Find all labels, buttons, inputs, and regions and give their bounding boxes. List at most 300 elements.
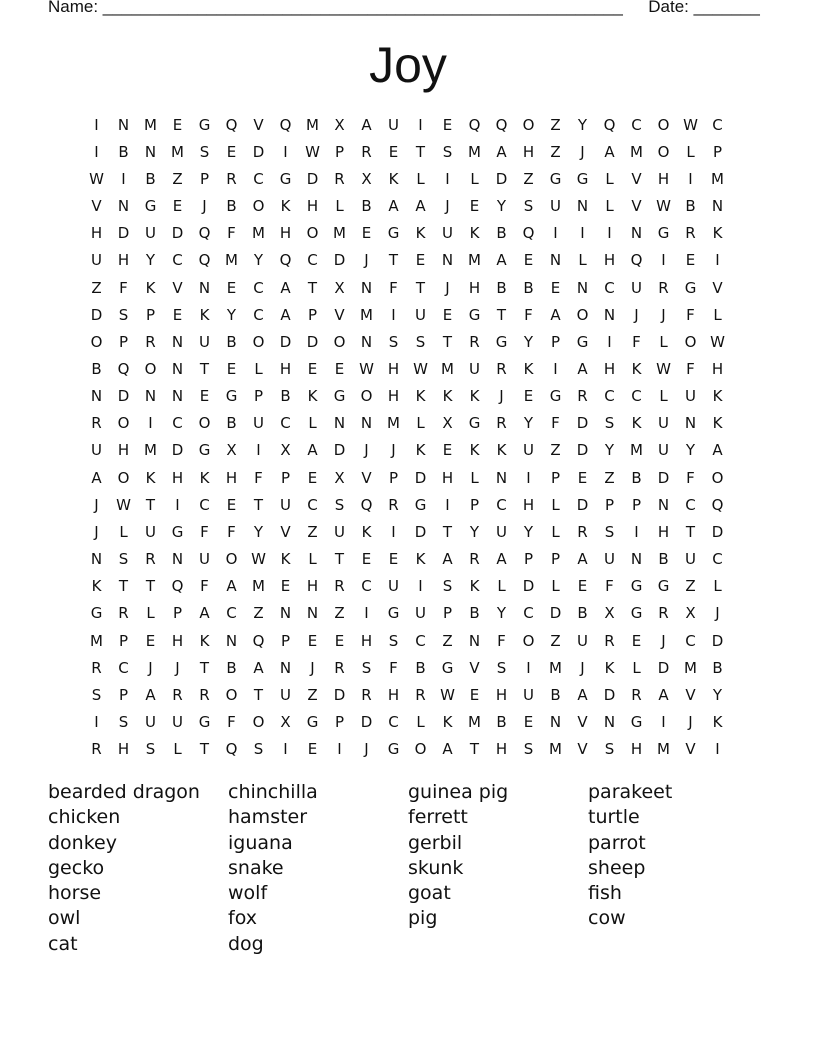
grid-letter: H bbox=[630, 740, 643, 759]
grid-letter: K bbox=[145, 468, 156, 487]
grid-letter: K bbox=[361, 522, 372, 541]
grid-letter: U bbox=[577, 631, 588, 650]
grid-letter: Z bbox=[442, 631, 453, 650]
grid-letter: D bbox=[414, 522, 427, 541]
grid-letter: C bbox=[307, 251, 318, 270]
grid-letter: Z bbox=[685, 577, 696, 596]
grid-letter: J bbox=[445, 278, 450, 297]
grid-letter: J bbox=[94, 495, 99, 514]
grid-letter: D bbox=[252, 142, 265, 161]
grid-letter: U bbox=[253, 414, 264, 433]
grid-letter: A bbox=[226, 577, 237, 596]
grid-letter: S bbox=[604, 522, 615, 541]
grid-letter: S bbox=[118, 550, 129, 569]
grid-letter: U bbox=[145, 713, 156, 732]
grid-letter: V bbox=[280, 522, 291, 541]
grid-letter: O bbox=[252, 197, 265, 216]
grid-letter: D bbox=[90, 305, 103, 324]
grid-letter: V bbox=[361, 468, 372, 487]
grid-letter: I bbox=[445, 495, 450, 514]
grid-letter: W bbox=[116, 495, 131, 514]
grid-letter: Y bbox=[577, 115, 588, 134]
grid-letter: H bbox=[360, 631, 373, 650]
grid-letter: E bbox=[388, 550, 399, 569]
grid-letter: J bbox=[310, 658, 315, 677]
grid-letter: Q bbox=[468, 115, 481, 134]
grid-letter: A bbox=[199, 604, 210, 623]
grid-letter: M bbox=[90, 631, 103, 650]
grid-letter: L bbox=[119, 522, 128, 541]
grid-letter: P bbox=[118, 332, 129, 351]
grid-letter: H bbox=[171, 631, 184, 650]
grid-letter: F bbox=[227, 224, 236, 243]
grid-letter: P bbox=[388, 468, 399, 487]
grid-letter: I bbox=[607, 224, 612, 243]
grid-letter: K bbox=[631, 359, 642, 378]
grid-letter: K bbox=[388, 169, 399, 188]
grid-letter: S bbox=[442, 577, 453, 596]
letter-grid bbox=[83, 111, 731, 763]
grid-letter: E bbox=[361, 224, 372, 243]
grid-letter: U bbox=[415, 604, 426, 623]
grid-letter: B bbox=[226, 332, 237, 351]
grid-letter: L bbox=[551, 495, 560, 514]
grid-letter: A bbox=[307, 441, 318, 460]
grid-letter: C bbox=[631, 115, 642, 134]
grid-row bbox=[83, 274, 731, 301]
grid-letter: L bbox=[146, 604, 155, 623]
grid-letter: G bbox=[630, 577, 643, 596]
grid-row bbox=[83, 192, 731, 219]
word-list-item: fox bbox=[228, 907, 257, 930]
grid-letter: D bbox=[495, 169, 508, 188]
grid-letter: S bbox=[118, 713, 129, 732]
grid-letter: Q bbox=[522, 224, 535, 243]
grid-letter: V bbox=[685, 740, 696, 759]
grid-letter: W bbox=[89, 169, 104, 188]
grid-letter: T bbox=[415, 142, 426, 161]
grid-row bbox=[83, 111, 731, 138]
grid-letter: U bbox=[334, 522, 345, 541]
date-field-label: Date: _______ bbox=[648, 0, 760, 16]
grid-letter: Q bbox=[171, 577, 184, 596]
grid-letter: M bbox=[684, 658, 697, 677]
grid-letter: N bbox=[360, 278, 373, 297]
grid-row bbox=[83, 654, 731, 681]
grid-letter: G bbox=[279, 169, 292, 188]
grid-letter: R bbox=[199, 685, 210, 704]
grid-letter: R bbox=[334, 658, 345, 677]
grid-letter: D bbox=[279, 332, 292, 351]
grid-letter: G bbox=[198, 713, 211, 732]
grid-letter: T bbox=[199, 740, 210, 759]
word-list-item: cat bbox=[48, 932, 78, 955]
grid-letter: I bbox=[94, 142, 99, 161]
grid-letter: U bbox=[145, 224, 156, 243]
grid-letter: E bbox=[577, 468, 588, 487]
grid-letter: Z bbox=[307, 522, 318, 541]
grid-letter: T bbox=[253, 685, 264, 704]
grid-letter: F bbox=[524, 305, 533, 324]
grid-letter: R bbox=[577, 387, 588, 406]
grid-letter: E bbox=[442, 115, 453, 134]
grid-letter: O bbox=[657, 142, 670, 161]
grid-row bbox=[83, 546, 731, 573]
grid-letter: E bbox=[577, 577, 588, 596]
grid-letter: H bbox=[117, 441, 130, 460]
word-list-item: donkey bbox=[48, 831, 117, 854]
grid-row bbox=[83, 220, 731, 247]
grid-letter: E bbox=[280, 577, 291, 596]
grid-letter: A bbox=[145, 685, 156, 704]
grid-letter: P bbox=[280, 631, 291, 650]
grid-letter: R bbox=[469, 550, 480, 569]
grid-letter: X bbox=[604, 604, 615, 623]
grid-letter: C bbox=[604, 387, 615, 406]
grid-letter: I bbox=[418, 577, 423, 596]
grid-letter: L bbox=[686, 142, 695, 161]
grid-letter: E bbox=[172, 115, 183, 134]
grid-letter: B bbox=[145, 169, 156, 188]
grid-letter: V bbox=[469, 658, 480, 677]
grid-letter: I bbox=[661, 251, 666, 270]
grid-letter: E bbox=[523, 387, 534, 406]
grid-letter: E bbox=[145, 631, 156, 650]
grid-letter: T bbox=[145, 577, 156, 596]
grid-letter: E bbox=[307, 631, 318, 650]
grid-letter: K bbox=[469, 387, 480, 406]
grid-letter: X bbox=[442, 414, 453, 433]
grid-letter: T bbox=[388, 251, 399, 270]
grid-letter: I bbox=[94, 713, 99, 732]
grid-letter: Y bbox=[712, 685, 723, 704]
grid-letter: D bbox=[333, 251, 346, 270]
grid-letter: R bbox=[685, 224, 696, 243]
grid-letter: P bbox=[469, 495, 480, 514]
grid-letter: A bbox=[361, 115, 372, 134]
grid-letter: R bbox=[172, 685, 183, 704]
grid-letter: N bbox=[603, 305, 616, 324]
grid-letter: M bbox=[441, 359, 454, 378]
grid-letter: M bbox=[549, 740, 562, 759]
page-title: Joy bbox=[369, 37, 447, 93]
grid-letter: D bbox=[711, 631, 724, 650]
grid-letter: L bbox=[416, 713, 425, 732]
grid-letter: D bbox=[117, 387, 130, 406]
name-field-label: Name: _______________________________________________________ bbox=[48, 0, 623, 16]
word-list bbox=[48, 780, 768, 957]
grid-letter: H bbox=[522, 142, 535, 161]
grid-letter: N bbox=[171, 550, 184, 569]
grid-letter: M bbox=[171, 142, 184, 161]
grid-letter: O bbox=[657, 115, 670, 134]
grid-letter: R bbox=[415, 685, 426, 704]
grid-letter: O bbox=[117, 468, 130, 487]
grid-letter: P bbox=[523, 550, 534, 569]
grid-letter: D bbox=[171, 441, 184, 460]
grid-letter: C bbox=[685, 631, 696, 650]
grid-letter: O bbox=[198, 414, 211, 433]
word-list-item: chinchilla bbox=[228, 781, 318, 803]
grid-letter: I bbox=[337, 740, 342, 759]
grid-letter: A bbox=[604, 142, 615, 161]
grid-letter: N bbox=[144, 142, 157, 161]
grid-letter: M bbox=[657, 740, 670, 759]
grid-letter: O bbox=[225, 550, 238, 569]
grid-row bbox=[83, 573, 731, 600]
grid-letter: S bbox=[388, 631, 399, 650]
grid-letter: K bbox=[280, 550, 291, 569]
grid-letter: P bbox=[172, 604, 183, 623]
word-list-item: gerbil bbox=[408, 831, 463, 854]
grid-letter: A bbox=[442, 740, 453, 759]
grid-letter: J bbox=[175, 658, 180, 677]
grid-letter: G bbox=[657, 577, 670, 596]
grid-letter: S bbox=[199, 142, 210, 161]
grid-letter: L bbox=[578, 251, 587, 270]
grid-letter: D bbox=[522, 577, 535, 596]
grid-letter: B bbox=[712, 658, 723, 677]
grid-letter: H bbox=[441, 468, 454, 487]
word-list-item: bearded dragon bbox=[48, 781, 200, 803]
grid-row bbox=[83, 736, 731, 763]
grid-letter: R bbox=[361, 685, 372, 704]
grid-letter: C bbox=[253, 305, 264, 324]
grid-letter: E bbox=[172, 197, 183, 216]
grid-letter: K bbox=[199, 631, 210, 650]
grid-letter: E bbox=[442, 441, 453, 460]
grid-letter: I bbox=[526, 658, 531, 677]
grid-letter: Y bbox=[496, 197, 507, 216]
grid-letter: Y bbox=[685, 441, 696, 460]
grid-letter: X bbox=[280, 441, 291, 460]
grid-letter: R bbox=[658, 278, 669, 297]
grid-letter: K bbox=[280, 197, 291, 216]
grid-letter: J bbox=[148, 658, 153, 677]
grid-letter: F bbox=[551, 414, 560, 433]
grid-letter: C bbox=[172, 251, 183, 270]
grid-letter: P bbox=[550, 550, 561, 569]
grid-letter: H bbox=[387, 359, 400, 378]
grid-letter: J bbox=[661, 631, 666, 650]
grid-letter: D bbox=[711, 522, 724, 541]
grid-letter: M bbox=[252, 224, 265, 243]
grid-letter: I bbox=[391, 305, 396, 324]
grid-letter: C bbox=[604, 278, 615, 297]
grid-letter: A bbox=[442, 550, 453, 569]
grid-letter: E bbox=[631, 631, 642, 650]
grid-letter: J bbox=[202, 197, 207, 216]
grid-letter: H bbox=[468, 278, 481, 297]
grid-letter: R bbox=[388, 495, 399, 514]
grid-letter: O bbox=[225, 685, 238, 704]
grid-letter: L bbox=[470, 468, 479, 487]
grid-letter: L bbox=[659, 332, 668, 351]
word-list-item: goat bbox=[408, 882, 451, 905]
grid-letter: W bbox=[683, 115, 698, 134]
grid-letter: J bbox=[634, 305, 639, 324]
grid-letter: Q bbox=[711, 495, 724, 514]
grid-letter: V bbox=[334, 305, 345, 324]
grid-letter: M bbox=[711, 169, 724, 188]
grid-letter: M bbox=[252, 577, 265, 596]
grid-letter: E bbox=[226, 142, 237, 161]
grid-letter: U bbox=[658, 414, 669, 433]
grid-letter: K bbox=[199, 468, 210, 487]
grid-letter: G bbox=[414, 495, 427, 514]
grid-letter: C bbox=[199, 495, 210, 514]
grid-letter: G bbox=[225, 387, 238, 406]
grid-letter: N bbox=[306, 604, 319, 623]
grid-letter: Z bbox=[334, 604, 345, 623]
grid-letter: I bbox=[148, 414, 153, 433]
grid-letter: R bbox=[631, 685, 642, 704]
grid-letter: L bbox=[713, 577, 722, 596]
grid-letter: P bbox=[550, 468, 561, 487]
grid-row bbox=[83, 600, 731, 627]
grid-letter: K bbox=[496, 441, 507, 460]
grid-row bbox=[83, 247, 731, 274]
grid-letter: Y bbox=[253, 251, 264, 270]
grid-letter: Z bbox=[307, 685, 318, 704]
grid-letter: C bbox=[253, 169, 264, 188]
grid-letter: J bbox=[580, 142, 585, 161]
grid-letter: O bbox=[711, 468, 724, 487]
grid-letter: K bbox=[91, 577, 102, 596]
grid-letter: H bbox=[90, 224, 103, 243]
grid-row bbox=[83, 138, 731, 165]
grid-letter: C bbox=[253, 278, 264, 297]
grid-letter: I bbox=[580, 224, 585, 243]
grid-letter: O bbox=[684, 332, 697, 351]
grid-letter: M bbox=[144, 441, 157, 460]
grid-letter: E bbox=[388, 142, 399, 161]
grid-letter: D bbox=[333, 685, 346, 704]
grid-letter: P bbox=[145, 305, 156, 324]
grid-letter: N bbox=[549, 251, 562, 270]
grid-letter: R bbox=[91, 658, 102, 677]
grid-letter: B bbox=[685, 197, 696, 216]
grid-letter: D bbox=[657, 658, 670, 677]
grid-letter: J bbox=[661, 305, 666, 324]
grid-letter: F bbox=[227, 522, 236, 541]
grid-letter: C bbox=[307, 495, 318, 514]
grid-letter: K bbox=[415, 441, 426, 460]
grid-letter: M bbox=[306, 115, 319, 134]
grid-letter: N bbox=[171, 359, 184, 378]
grid-letter: Y bbox=[145, 251, 156, 270]
grid-letter: I bbox=[256, 441, 261, 460]
grid-letter: X bbox=[334, 115, 345, 134]
grid-letter: B bbox=[523, 278, 534, 297]
grid-letter: K bbox=[307, 387, 318, 406]
grid-letter: V bbox=[577, 713, 588, 732]
grid-letter: I bbox=[661, 713, 666, 732]
grid-letter: L bbox=[605, 197, 614, 216]
grid-letter: W bbox=[656, 359, 671, 378]
grid-letter: H bbox=[495, 685, 508, 704]
grid-letter: E bbox=[523, 713, 534, 732]
grid-letter: E bbox=[307, 359, 318, 378]
grid-letter: S bbox=[415, 332, 426, 351]
grid-letter: N bbox=[684, 414, 697, 433]
grid-letter: O bbox=[414, 740, 427, 759]
grid-letter: M bbox=[468, 142, 481, 161]
grid-letter: G bbox=[576, 332, 589, 351]
grid-letter: G bbox=[549, 387, 562, 406]
grid-letter: K bbox=[442, 387, 453, 406]
grid-letter: I bbox=[715, 251, 720, 270]
grid-letter: A bbox=[253, 658, 264, 677]
word-list-item: owl bbox=[48, 907, 81, 930]
grid-letter: E bbox=[334, 631, 345, 650]
grid-letter: A bbox=[496, 550, 507, 569]
grid-letter: P bbox=[253, 387, 264, 406]
grid-letter: O bbox=[522, 115, 535, 134]
grid-letter: B bbox=[118, 142, 129, 161]
grid-letter: K bbox=[631, 414, 642, 433]
grid-letter: I bbox=[715, 740, 720, 759]
grid-letter: G bbox=[333, 387, 346, 406]
grid-letter: P bbox=[307, 305, 318, 324]
grid-letter: B bbox=[226, 658, 237, 677]
grid-letter: T bbox=[685, 522, 696, 541]
grid-letter: E bbox=[172, 305, 183, 324]
grid-letter: G bbox=[468, 414, 481, 433]
grid-letter: P bbox=[550, 332, 561, 351]
grid-letter: B bbox=[577, 604, 588, 623]
grid-letter: D bbox=[657, 468, 670, 487]
grid-letter: B bbox=[658, 550, 669, 569]
grid-letter: I bbox=[553, 224, 558, 243]
grid-letter: C bbox=[280, 414, 291, 433]
grid-letter: K bbox=[712, 414, 723, 433]
grid-letter: K bbox=[604, 658, 615, 677]
word-list-item: skunk bbox=[408, 856, 464, 879]
grid-letter: O bbox=[306, 224, 319, 243]
grid-letter: P bbox=[604, 495, 615, 514]
grid-letter: X bbox=[685, 604, 696, 623]
grid-letter: N bbox=[360, 414, 373, 433]
grid-letter: H bbox=[279, 224, 292, 243]
grid-letter: Q bbox=[630, 251, 643, 270]
grid-letter: L bbox=[605, 169, 614, 188]
grid-letter: D bbox=[576, 441, 589, 460]
grid-row bbox=[83, 708, 731, 735]
grid-letter: S bbox=[253, 740, 264, 759]
grid-letter: Q bbox=[279, 251, 292, 270]
grid-letter: S bbox=[334, 495, 345, 514]
grid-letter: S bbox=[604, 740, 615, 759]
grid-letter: W bbox=[359, 359, 374, 378]
grid-letter: H bbox=[171, 468, 184, 487]
grid-letter: N bbox=[117, 115, 130, 134]
grid-letter: K bbox=[712, 713, 723, 732]
grid-letter: B bbox=[631, 468, 642, 487]
grid-letter: N bbox=[171, 332, 184, 351]
grid-letter: N bbox=[576, 197, 589, 216]
grid-letter: P bbox=[334, 713, 345, 732]
grid-letter: J bbox=[445, 197, 450, 216]
grid-letter: C bbox=[523, 604, 534, 623]
grid-letter: W bbox=[413, 359, 428, 378]
grid-letter: G bbox=[441, 658, 454, 677]
grid-letter: L bbox=[713, 305, 722, 324]
grid-letter: E bbox=[334, 359, 345, 378]
grid-letter: Q bbox=[198, 224, 211, 243]
word-list-item: parrot bbox=[588, 831, 646, 854]
grid-letter: F bbox=[389, 658, 398, 677]
